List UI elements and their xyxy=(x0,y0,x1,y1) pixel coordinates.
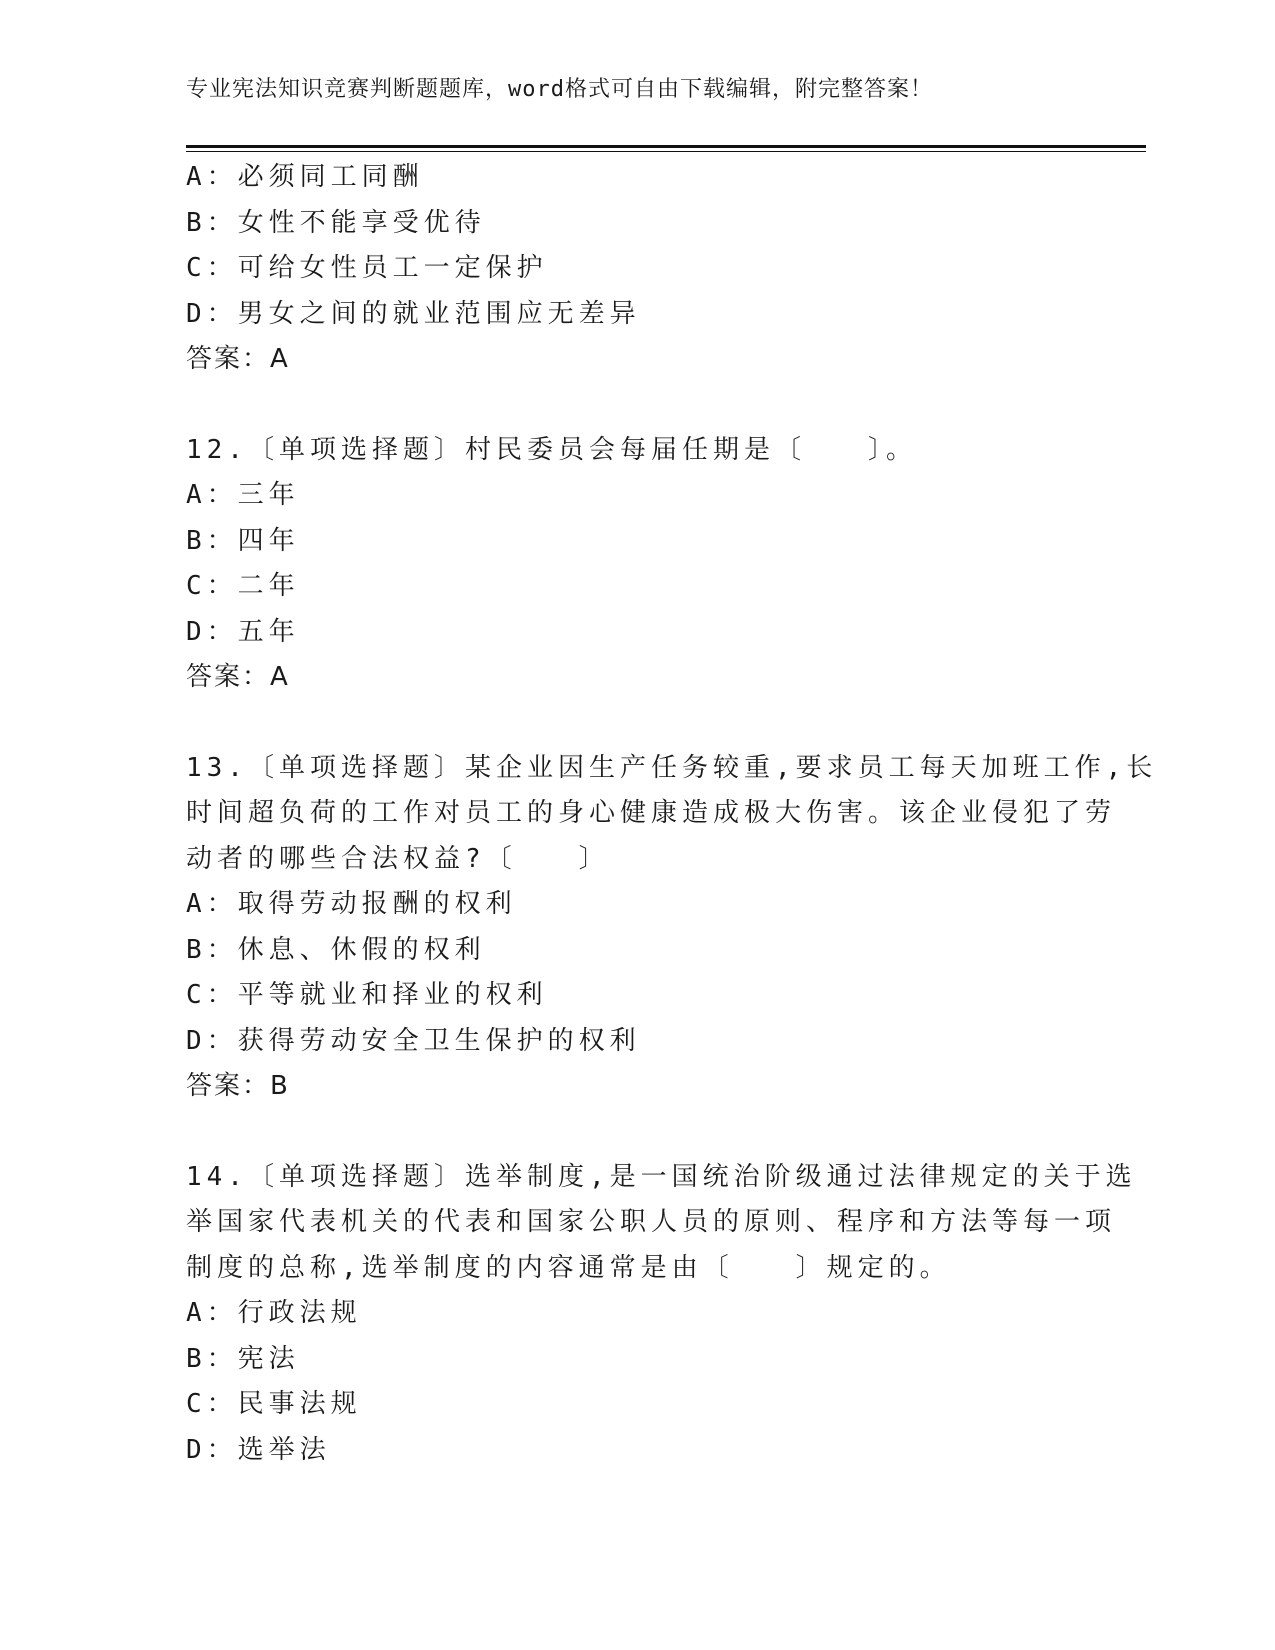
header-rule-thick xyxy=(186,145,1146,148)
question-14 xyxy=(186,1155,1137,1474)
answer: 答案：B xyxy=(186,1071,290,1101)
question-stem-line-3: 动者的哪些合法权益?〔 〕 xyxy=(186,843,610,874)
option-c: C：二年 xyxy=(186,571,300,601)
option-d: D：五年 xyxy=(186,616,300,647)
option-a: A：行政法规 xyxy=(186,1298,362,1328)
option-a: A：必须同工同酬 xyxy=(186,162,424,192)
question-content xyxy=(186,155,1158,1473)
question-stem-line-3: 制度的总称,选举制度的内容通常是由〔 〕规定的。 xyxy=(186,1252,951,1283)
question-11 xyxy=(186,155,1086,383)
question-12 xyxy=(186,428,1086,701)
option-c: C：民事法规 xyxy=(186,1389,362,1419)
question-stem: 12.〔单项选择题〕村民委员会每届任期是〔 〕。 xyxy=(186,434,917,465)
page-header: 专业宪法知识竞赛判断题题库，word格式可自由下载编辑，附完整答案！ xyxy=(186,77,933,102)
option-d: D：男女之间的就业范围应无差异 xyxy=(186,298,641,329)
option-c: C：可给女性员工一定保护 xyxy=(186,253,548,283)
option-b: B：休息、休假的权利 xyxy=(186,934,486,965)
answer: 答案：A xyxy=(186,662,290,692)
header-rule-thin xyxy=(186,151,1146,152)
option-b: B：宪法 xyxy=(186,1343,300,1374)
question-13 xyxy=(186,746,1158,1110)
question-stem-line-2: 举国家代表机关的代表和国家公职人员的原则、程序和方法等每一项 xyxy=(186,1207,1117,1237)
option-a: A：三年 xyxy=(186,480,300,510)
option-b: B：女性不能享受优待 xyxy=(186,207,486,238)
option-c: C：平等就业和择业的权利 xyxy=(186,980,548,1010)
option-b: B：四年 xyxy=(186,525,300,556)
question-stem-line-1: 14.〔单项选择题〕选举制度,是一国统治阶级通过法律规定的关于选 xyxy=(186,1161,1137,1192)
option-d: D：选举法 xyxy=(186,1434,331,1465)
question-stem-line-1: 13.〔单项选择题〕某企业因生产任务较重,要求员工每天加班工作,长 xyxy=(186,752,1158,783)
answer: 答案：A xyxy=(186,344,290,374)
option-a: A：取得劳动报酬的权利 xyxy=(186,889,517,919)
question-stem-line-2: 时间超负荷的工作对员工的身心健康造成极大伤害。该企业侵犯了劳 xyxy=(186,798,1117,828)
option-d: D：获得劳动安全卫生保护的权利 xyxy=(186,1025,641,1056)
